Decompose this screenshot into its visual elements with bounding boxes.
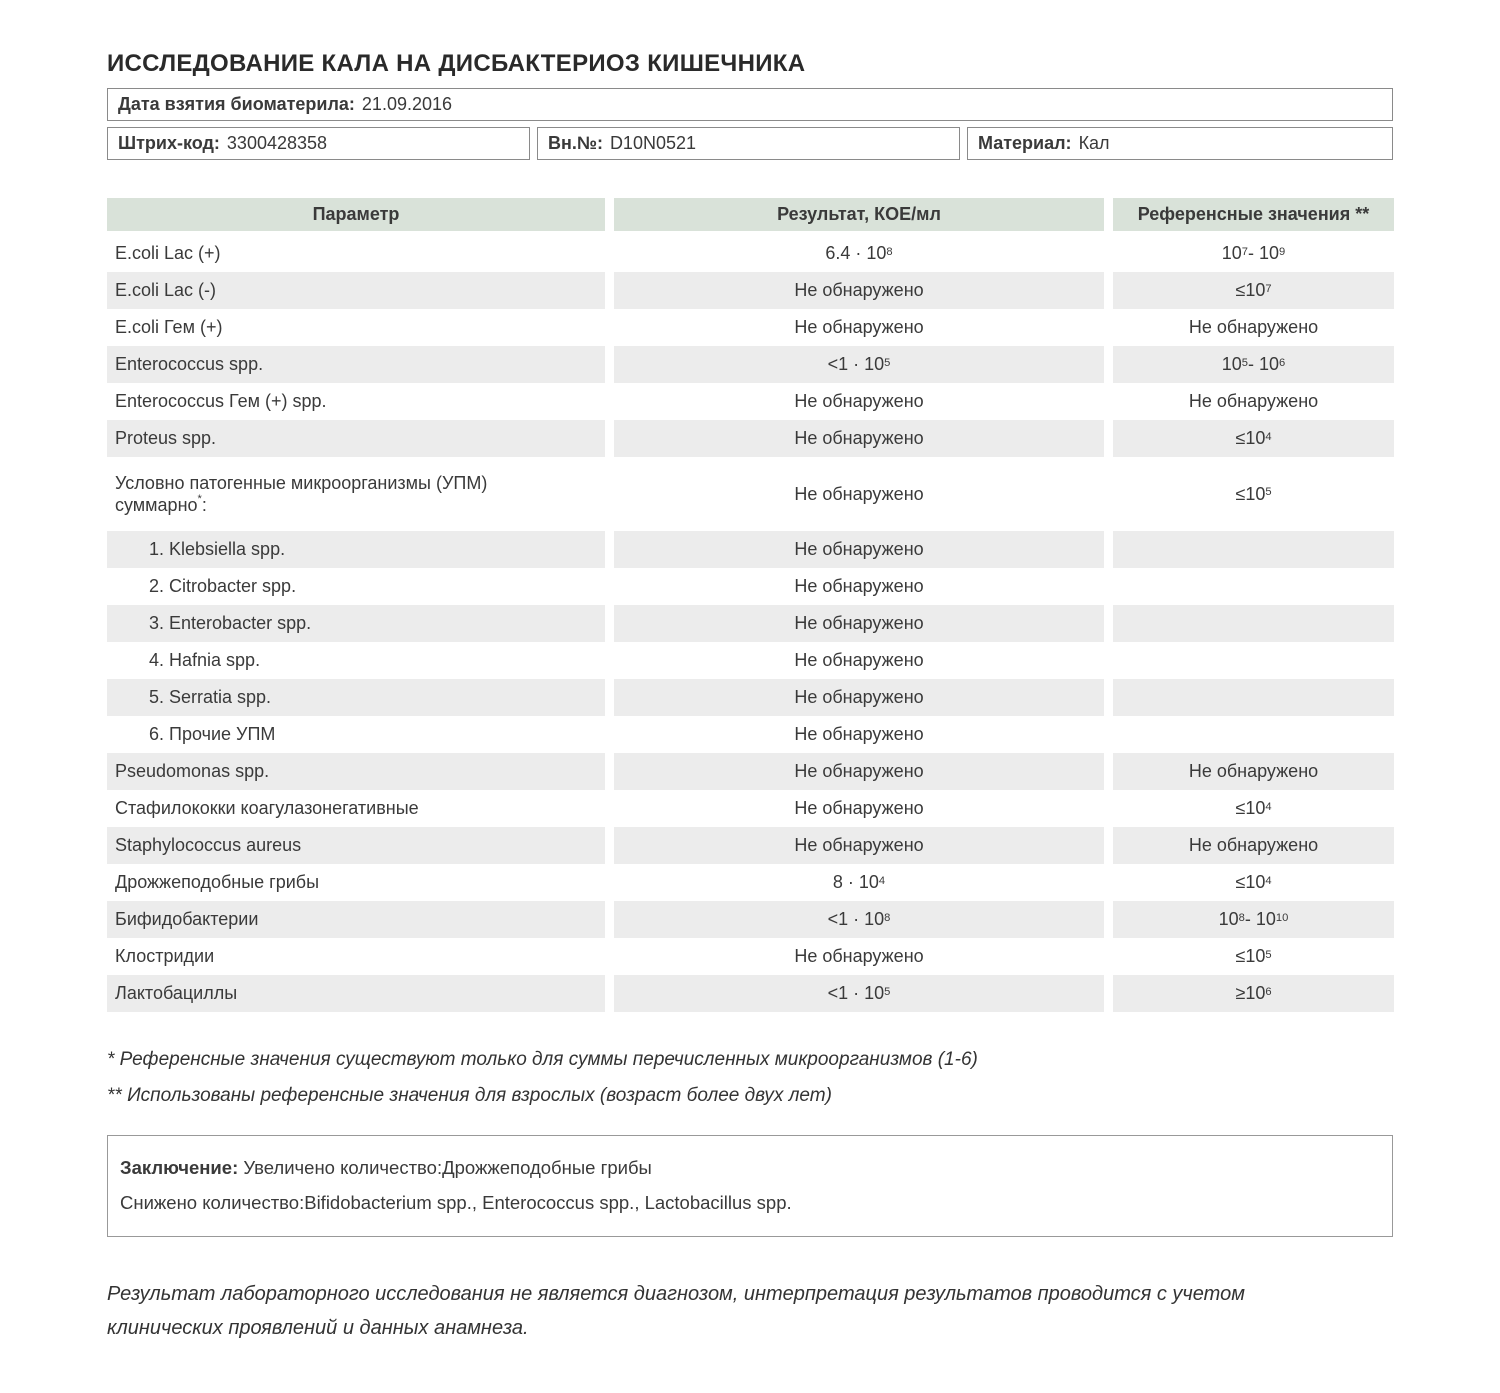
param-cell: 5. Serratia spp. <box>107 679 605 716</box>
internal-number-box <box>537 127 960 160</box>
param-cell: E.coli Lac (-) <box>107 272 605 309</box>
reference-cell <box>1113 642 1394 679</box>
footnote-1: * Референсные значения существуют только для суммы перечисленных микроорганизмов (1-6) <box>107 1049 978 1070</box>
conclusion-line-1 <box>120 1150 1380 1185</box>
barcode-label: Штрих-код: <box>118 133 220 153</box>
result-cell: Не обнаружено <box>794 391 924 412</box>
result-cell: Не обнаружено <box>614 531 1104 568</box>
table-body <box>107 235 1393 1012</box>
reference-cell: ≥10 $^6$ <box>1113 975 1394 1012</box>
material-value: Кал <box>1078 133 1110 153</box>
result-cell: Не обнаружено <box>614 605 1104 642</box>
material-box <box>967 127 1393 160</box>
footnote-2: ** Использованы референсные значения для взрослых (возраст более двух лет) <box>107 1084 832 1106</box>
table-row <box>107 679 1393 716</box>
reference-cell: ≤10 $^4$ <box>1113 420 1394 457</box>
reference-cell: 10 $^7$ - 10 $^9$ <box>1221 243 1286 264</box>
table-row <box>107 309 1393 346</box>
table-row <box>107 642 1393 679</box>
reference-cell: Не обнаружено <box>1113 753 1394 790</box>
param-cell: Условно патогенные микроорганизмы (УПМ) суммарно*: <box>115 472 488 515</box>
reference-cell: ≤10 $^4$ <box>1235 798 1272 819</box>
reference-cell: Не обнаружено <box>1188 391 1319 412</box>
param-cell: Бифидобактерии <box>107 901 605 938</box>
param-cell: Pseudomonas spp. <box>107 753 605 790</box>
table-row <box>107 531 1393 568</box>
result-cell: Не обнаружено <box>794 946 924 967</box>
column-header-parameter: Параметр <box>107 198 605 231</box>
reference-cell: 10 $^5$ - 10 $^6$ <box>1113 346 1394 383</box>
sample-info-row <box>107 127 1393 160</box>
param-cell: 4. Hafnia spp. <box>149 650 261 671</box>
param-cell: 3. Enterobacter spp. <box>107 605 605 642</box>
reference-cell <box>1113 679 1394 716</box>
table-row <box>107 346 1393 383</box>
result-cell: Не обнаружено <box>794 798 924 819</box>
reference-cell <box>1113 568 1394 605</box>
reference-cell: 10 $^8$ - 10 $^{10}$ <box>1113 901 1394 938</box>
table-row <box>107 975 1393 1012</box>
result-cell: Не обнаружено <box>794 483 924 504</box>
table-row <box>107 235 1393 272</box>
conclusion-line-2: Снижено количество:Bifidobacterium spp., Enterococcus spp., Lactobacillus spp. <box>120 1192 792 1214</box>
result-cell: Не обнаружено <box>614 753 1104 790</box>
param-cell: E.coli Lac (+) <box>115 243 221 264</box>
internal-number-label: Вн.№: <box>548 133 603 153</box>
param-cell: 2. Citrobacter spp. <box>149 576 297 597</box>
param-cell: Enterococcus Гем (+) spp. <box>115 391 327 412</box>
table-row <box>107 753 1393 790</box>
table-row <box>107 605 1393 642</box>
table-row <box>107 716 1393 753</box>
conclusion-increased-text: Увеличено количество:Дрожжеподобные грибы <box>238 1157 652 1179</box>
reference-cell: Не обнаружено <box>1113 827 1394 864</box>
result-cell: Не обнаружено <box>794 650 924 671</box>
table-row <box>107 938 1393 975</box>
material-label: Материал: <box>978 133 1072 153</box>
table-row <box>107 272 1393 309</box>
reference-cell: ≤10 $^7$ <box>1113 272 1394 309</box>
result-cell: Не обнаружено <box>614 272 1104 309</box>
result-cell: <1 · 10 $^5$ <box>614 975 1104 1012</box>
conclusion-label: Заключение: <box>120 1157 239 1179</box>
result-cell: Не обнаружено <box>794 576 924 597</box>
reference-cell: ≤10 $^4$ <box>1235 872 1272 893</box>
table-row <box>107 864 1393 901</box>
table-row <box>107 568 1393 605</box>
table-row <box>107 383 1393 420</box>
result-cell: Не обнаружено <box>614 827 1104 864</box>
result-cell: <1 · 10 $^5$ <box>614 346 1104 383</box>
biomaterial-date-value: 21.09.2016 <box>361 94 453 114</box>
reference-cell: ≤10 $^5$ <box>1235 483 1272 504</box>
table-header-row <box>107 198 1393 231</box>
param-cell: Лактобациллы <box>107 975 605 1012</box>
param-cell: Staphylococcus aureus <box>107 827 605 864</box>
column-header-result: Результат, КОЕ/мл <box>614 198 1104 231</box>
param-cell: 6. Прочие УПМ <box>149 724 276 745</box>
reference-cell: Не обнаружено <box>1188 317 1319 338</box>
reference-cell <box>1113 531 1394 568</box>
table-row <box>107 790 1393 827</box>
table-row <box>107 901 1393 938</box>
reference-cell <box>1113 716 1394 753</box>
reference-cell: ≤10 $^5$ <box>1235 946 1272 967</box>
biomaterial-date-label: Дата взятия биоматерила: <box>118 94 355 114</box>
table-row <box>107 420 1393 457</box>
result-cell: Не обнаружено <box>614 679 1104 716</box>
param-cell: 1. Klebsiella spp. <box>107 531 605 568</box>
reference-cell <box>1113 605 1394 642</box>
result-cell: Не обнаружено <box>794 317 924 338</box>
result-cell: <1 · 10 $^8$ <box>614 901 1104 938</box>
results-table <box>107 198 1393 1012</box>
conclusion-box <box>107 1135 1393 1237</box>
disclaimer-text: Результат лабораторного исследования не является диагнозом, интерпретация результатов проводится с учетом клинических проявлений и данных анамнеза. <box>107 1283 1245 1340</box>
param-cell: Enterococcus spp. <box>107 346 605 383</box>
param-cell: Стафилококки коагулазонегативные <box>115 798 419 819</box>
table-row <box>107 457 1393 531</box>
internal-number-value: D10N0521 <box>609 133 696 153</box>
result-cell: 8 · 10 $^4$ <box>832 872 886 893</box>
result-cell: Не обнаружено <box>614 420 1104 457</box>
biomaterial-date-box <box>107 88 1393 121</box>
result-cell: Не обнаружено <box>794 724 924 745</box>
column-header-reference: Референсные значения ** <box>1113 198 1394 231</box>
barcode-box <box>107 127 530 160</box>
param-cell: Proteus spp. <box>107 420 605 457</box>
footnotes <box>107 1046 1393 1109</box>
barcode-value: 3300428358 <box>226 133 328 153</box>
param-cell: Дрожжеподобные грибы <box>115 872 320 893</box>
param-cell: E.coli Гем (+) <box>115 317 223 338</box>
table-row <box>107 827 1393 864</box>
result-cell: 6.4 · 10 $^8$ <box>825 243 893 264</box>
page-title: ИССЛЕДОВАНИЕ КАЛА НА ДИСБАКТЕРИОЗ КИШЕЧНИКА <box>107 50 806 77</box>
param-cell: Клостридии <box>115 946 215 967</box>
